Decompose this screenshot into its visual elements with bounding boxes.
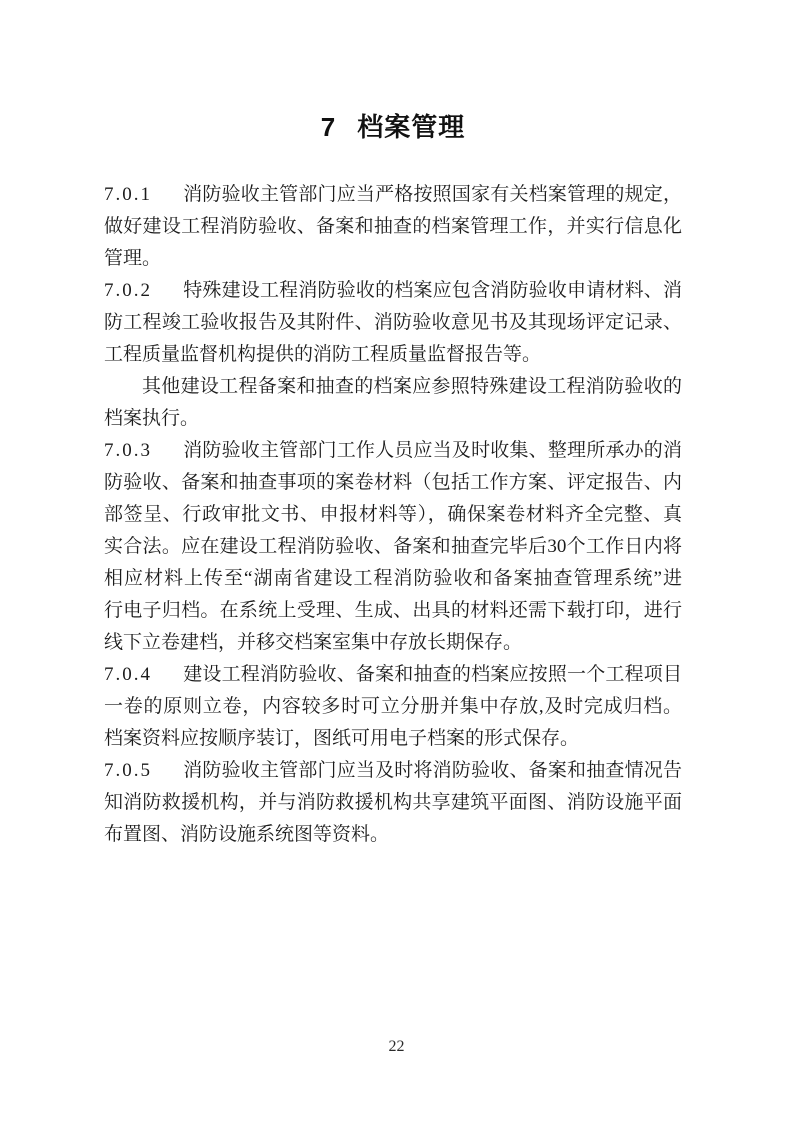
text-line: 知消防救援机构，并与消防救援机构共享建筑平面图、消防设施平面 xyxy=(104,792,682,813)
paragraph-7-0-1 xyxy=(104,179,682,275)
text-line: 相应材料上传至“湖南省建设工程消防验收和备案抽查管理系统”进 xyxy=(104,568,682,589)
text-line: 做好建设工程消防验收、备案和抽查的档案管理工作，并实行信息化 xyxy=(104,216,682,237)
text-line: 行电子归档。在系统上受理、生成、出具的材料还需下载打印，进行 xyxy=(104,600,682,621)
paragraph-7-0-4 xyxy=(104,659,682,755)
clause-number: 7.0.3 xyxy=(104,440,152,461)
text-line-content: 消防验收主管部门应当严格按照国家有关档案管理的规定， xyxy=(183,184,682,205)
text-line-content: 消防验收主管部门应当及时将消防验收、备案和抽查情况告 xyxy=(183,760,682,781)
text-line xyxy=(104,755,682,787)
page-number: 22 xyxy=(388,1038,405,1055)
text-line: 部签呈、行政审批文书、申报材料等），确保案卷材料齐全完整、真 xyxy=(104,504,682,525)
document-body xyxy=(104,179,682,851)
text-line: 线下立卷建档，并移交档案室集中存放长期保存。 xyxy=(104,632,523,653)
text-line: 管理。 xyxy=(104,248,162,269)
clause-number: 7.0.2 xyxy=(104,280,152,301)
text-line: 档案资料应按顺序装订，图纸可用电子档案的形式保存。 xyxy=(104,728,580,749)
text-line: 实合法。应在建设工程消防验收、备案和抽查完毕后30个工作日内将 xyxy=(104,536,682,557)
clause-number: 7.0.4 xyxy=(104,664,152,685)
text-line-content: 特殊建设工程消防验收的档案应包含消防验收申请材料、消 xyxy=(183,280,682,301)
text-line: 一卷的原则立卷，内容较多时可立分册并集中存放,及时完成归档。 xyxy=(104,696,682,717)
text-line: 布置图、消防设施系统图等资料。 xyxy=(104,824,390,845)
section-number: 7 xyxy=(320,112,336,142)
paragraph-7-0-3 xyxy=(104,435,682,659)
text-line xyxy=(104,179,682,211)
text-line: 工程质量监督机构提供的消防工程质量监督报告等。 xyxy=(104,344,542,365)
paragraph-other-projects xyxy=(104,371,682,435)
section-title xyxy=(104,110,682,144)
text-line: 防工程竣工验收报告及其附件、消防验收意见书及其现场评定记录、 xyxy=(104,312,682,333)
text-line: 档案执行。 xyxy=(104,408,200,429)
paragraph-7-0-2 xyxy=(104,275,682,371)
text-line xyxy=(104,435,682,467)
text-line: 防验收、备案和抽查事项的案卷材料（包括工作方案、评定报告、内 xyxy=(104,472,682,493)
text-line xyxy=(104,275,682,307)
section-title-text: 档案管理 xyxy=(357,112,466,142)
text-line: 其他建设工程备案和抽查的档案应参照特殊建设工程消防验收的 xyxy=(142,376,682,397)
clause-number: 7.0.1 xyxy=(104,184,152,205)
paragraph-7-0-5 xyxy=(104,755,682,851)
text-line-content: 建设工程消防验收、备案和抽查的档案应按照一个工程项目 xyxy=(183,664,682,685)
clause-number: 7.0.5 xyxy=(104,760,152,781)
text-line-content: 消防验收主管部门工作人员应当及时收集、整理所承办的消 xyxy=(183,440,682,461)
text-line xyxy=(104,659,682,691)
